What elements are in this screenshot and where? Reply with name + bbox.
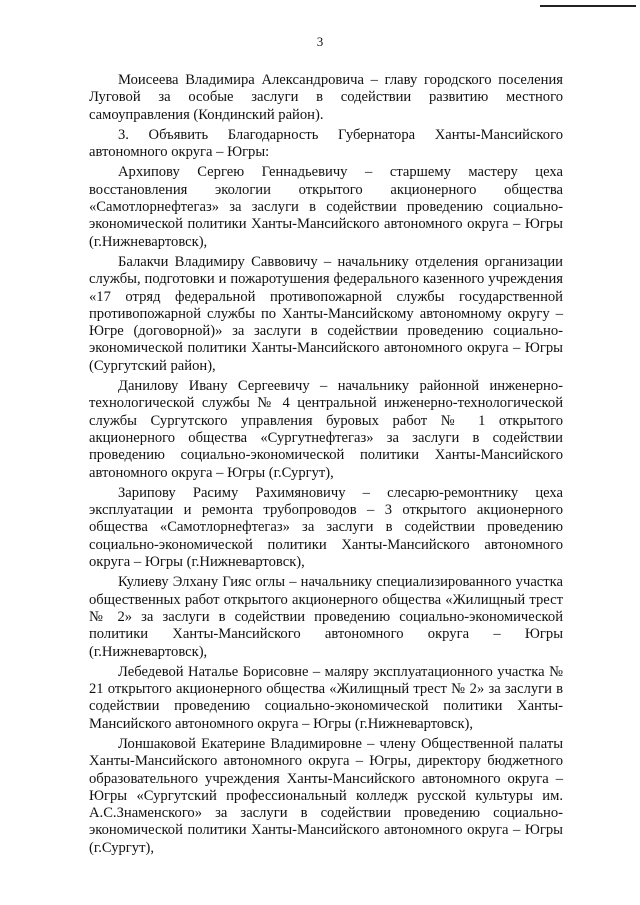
paragraph: Кулиеву Элхану Гияс оглы – начальнику специализированного участка общественных работ открытого акционерного общества «Жилищный трест № 2» за заслуги в содействии проведению социально-экономической политики Ханты-Мансийского автономного округа – Югры (г.Нижневартовск), xyxy=(89,574,563,660)
paragraph: Балакчи Владимиру Саввовичу – начальнику отделения организации службы, подготовки и пожаротушения федерального казенного учреждения «17 отряд федеральной противопожарной службы государственной противопожарной службы по Ханты-Мансийскому автономному округу – Югре (договорной)» за заслуги в содействии проведению социально-экономической политики Ханты-Мансийского автономного округа – Югры (Сургутский район), xyxy=(89,253,563,374)
paragraph: Лебедевой Наталье Борисовне – маляру эксплуатационного участка № 21 открытого акционерного общества «Жилищный трест № 2» за заслуги в содействии проведению социально-экономической политики Ханты-Мансийского автономного округа – Югры (г.Нижневартовск), xyxy=(89,663,563,732)
paragraph: Зарипову Расиму Рахимяновичу – слесарю-ремонтнику цеха эксплуатации и ремонта трубопроводов – 3 открытого акционерного общества «Самотлорнефтегаз» за заслуги в содействии проведению социально-экономической политики Ханты-Мансийского автономного округа – Югры (г.Нижневартовск), xyxy=(89,484,563,571)
document-body xyxy=(89,72,563,860)
paragraph: 3. Объявить Благодарность Губернатора Ханты-Мансийского автономного округа – Югры: xyxy=(89,126,563,161)
page-number: 3 xyxy=(316,34,324,49)
paragraph: Архипову Сергею Геннадьевичу – старшему мастеру цеха восстановления экологии открытого акционерного общества «Самотлорнефтегаз» за заслуги в содействии проведению социально-экономической политики Ханты-Мансийского автономного округа – Югры (г.Нижневартовск), xyxy=(89,164,563,250)
paragraph: Моисеева Владимира Александровича – главу городского поселения Луговой за особые заслуги в содействии развитию местного самоуправления (Кондинский район). xyxy=(89,72,563,123)
paragraph: Лоншаковой Екатерине Владимировне – члену Общественной палаты Ханты-Мансийского автономного округа – Югры, директору бюджетного образовательного учреждения Ханты-Мансийского автономного округа – Югры «Сургутский профессиональный колледж русской культуры им. А.С.Знаменского» за заслуги в содействии проведению социально-экономической политики Ханты-Мансийского автономного округа – Югры (г.Сургут), xyxy=(89,735,563,856)
top-rule xyxy=(540,5,636,7)
paragraph: Данилову Ивану Сергеевичу – начальнику районной инженерно-технологической службы № 4 центральной инженерно-технологической службы Сургутского управления буровых работ № 1 открытого акционерного общества «Сургутнефтегаз» за заслуги в содействии проведению социально-экономической политики Ханты-Мансийского автономного округа – Югры (г.Сургут), xyxy=(89,378,563,481)
